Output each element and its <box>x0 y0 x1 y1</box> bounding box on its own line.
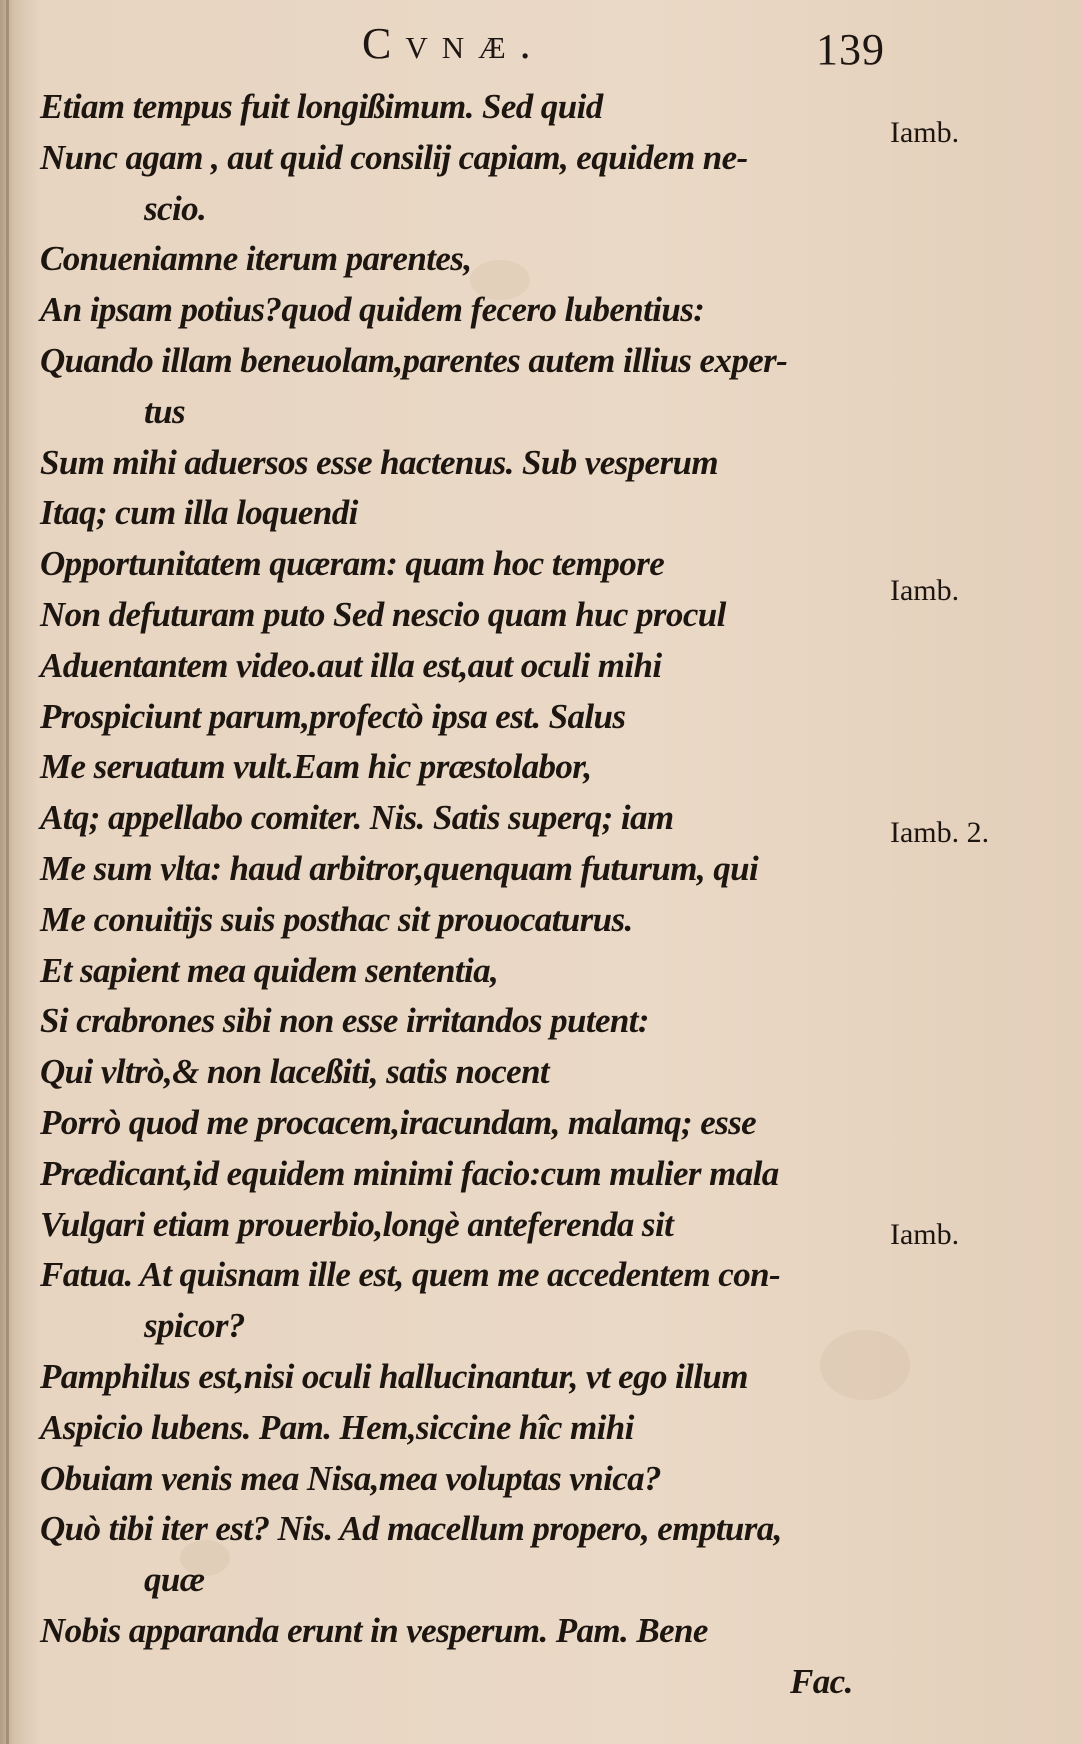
verse-text-block <box>40 82 880 1708</box>
verse-line: Aspicio lubens. Pam. Hem,siccine hîc mihi <box>40 1407 634 1447</box>
verse-line: Prædicant,id equidem minimi facio:cum mulier mala <box>40 1153 779 1193</box>
verse-line: Nunc agam , aut quid consilij capiam, equidem ne- <box>40 137 748 177</box>
margin-note: Iamb. 2. <box>890 816 990 849</box>
verse-line: Me sum vlta: haud arbitror,quenquam futurum, qui <box>40 848 759 888</box>
verse-line: Etiam tempus fuit longißimum. Sed quid <box>40 87 603 126</box>
verse-line: Prospiciunt parum,profectò ipsa est. Salus <box>40 696 626 736</box>
verse-line: Vulgari etiam prouerbio,longè anteferenda sit <box>40 1204 674 1244</box>
running-title: Cvnæ. <box>362 19 545 68</box>
catchword: Fac. <box>790 1661 853 1701</box>
verse-line: Me conuitijs suis posthac sit prouocaturus. <box>40 899 633 939</box>
verse-line: quæ <box>144 1560 205 1600</box>
verse-line: Aduentantem video.aut illa est,aut oculi mihi <box>40 645 662 685</box>
verse-line: Qui vltrò,& non laceßiti, satis nocent <box>40 1052 550 1092</box>
verse-line: Porrò quod me procacem,iracundam, malamq; esse <box>40 1102 757 1142</box>
verse-line: tus <box>144 391 186 431</box>
verse-line: Nobis apparanda erunt in vesperum. Pam. Bene <box>40 1610 708 1650</box>
verse-line: spicor? <box>144 1306 245 1346</box>
verse-line: Opportunitatem quæram: quam hoc tempore <box>40 544 665 584</box>
verse-line: scio. <box>144 188 207 228</box>
verse-line: Si crabrones sibi non esse irritandos putent: <box>40 1001 649 1041</box>
verse-line: Non defuturam puto Sed nescio quam huc procul <box>40 594 726 634</box>
margin-note: Iamb. <box>890 574 960 607</box>
page-number: 139 <box>816 25 885 74</box>
verse-line: Me seruatum vult.Eam hic præstolabor, <box>40 747 592 787</box>
margin-note: Iamb. <box>890 1218 960 1251</box>
verse-line: An ipsam potius?quod quidem fecero lubentius: <box>40 290 705 330</box>
verse-line: Itaq; cum illa loquendi <box>40 493 358 533</box>
verse-line: Atq; appellabo comiter. Nis. Satis superq; iam <box>40 798 674 838</box>
verse-line: Quò tibi iter est? Nis. Ad macellum propero, emptura, <box>40 1509 782 1549</box>
verse-line: Pamphilus est,nisi oculi hallucinantur, vt ego illum <box>40 1356 748 1396</box>
verse-line: Sum mihi aduersos esse hactenus. Sub vesperum <box>40 442 718 482</box>
verse-line: Obuiam venis mea Nisa,mea voluptas vnica? <box>40 1458 661 1498</box>
verse-line: Quando illam beneuolam,parentes autem illius exper- <box>40 340 788 380</box>
verse-line: Et sapient mea quidem sententia, <box>40 950 499 990</box>
verse-line: Fatua. At quisnam ille est, quem me accedentem con- <box>40 1255 781 1295</box>
verse-line: Conueniamne iterum parentes, <box>40 239 472 279</box>
margin-note: Iamb. <box>890 116 960 149</box>
